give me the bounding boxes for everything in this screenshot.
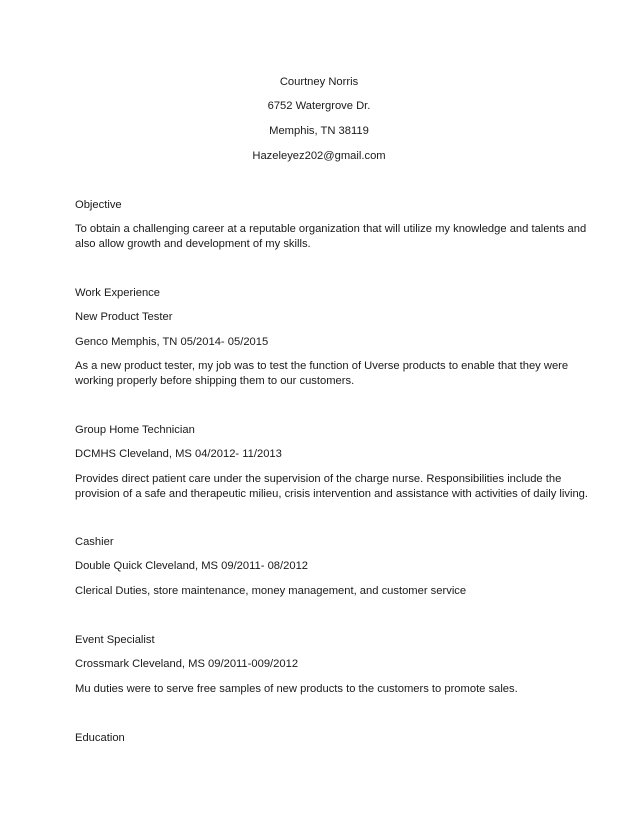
email-address: Hazeleyez202@gmail.com <box>252 150 386 162</box>
objective-text-line-2: also allow growth and development of my skills. <box>75 238 311 250</box>
work-experience-heading: Work Experience <box>75 287 160 299</box>
job-employer-dates: DCMHS Cleveland, MS 04/2012- 11/2013 <box>75 448 282 460</box>
job-description-line-1: Mu duties were to serve free samples of new products to the customers to promote sales. <box>75 683 518 695</box>
street-address: 6752 Watergrove Dr. <box>267 100 371 112</box>
applicant-name: Courtney Norris <box>279 76 359 88</box>
job-employer-dates: Genco Memphis, TN 05/2014- 05/2015 <box>75 336 269 348</box>
job-description-line-1: Clerical Duties, store maintenance, money management, and customer service <box>75 585 467 597</box>
job-title: New Product Tester <box>75 311 173 323</box>
job-title: Group Home Technician <box>75 424 195 436</box>
job-description-line-2: provision of a safe and therapeutic milieu, crisis intervention and assistance with activities of daily living. <box>75 488 589 500</box>
job-description-line-1: Provides direct patient care under the supervision of the charge nurse. Responsibilities include the <box>75 473 562 485</box>
job-title: Cashier <box>75 536 114 548</box>
education-heading: Education <box>75 732 125 744</box>
job-employer-dates: Crossmark Cleveland, MS 09/2011-009/2012 <box>75 658 299 670</box>
job-title: Event Specialist <box>75 634 155 646</box>
job-employer-dates: Double Quick Cleveland, MS 09/2011- 08/2012 <box>75 560 309 572</box>
job-description-line-1: As a new product tester, my job was to test the function of Uverse products to enable that they were <box>75 360 569 372</box>
objective-heading: Objective <box>75 199 122 211</box>
city-state-zip: Memphis, TN 38119 <box>269 125 369 137</box>
objective-text-line-1: To obtain a challenging career at a reputable organization that will utilize my knowledge and talents and <box>75 223 587 235</box>
job-description-line-2: working properly before shipping them to our customers. <box>75 375 355 387</box>
